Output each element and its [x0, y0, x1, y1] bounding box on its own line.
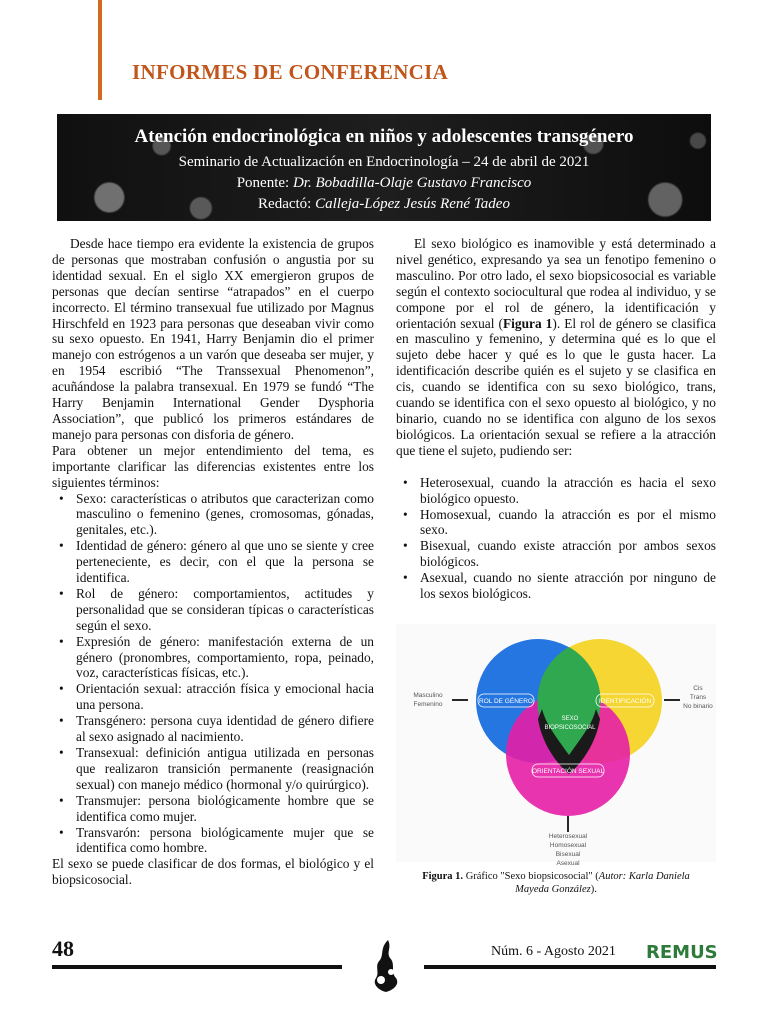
bottom-label-heterosexual: Heterosexual	[548, 832, 588, 840]
list-item: • Orientación sexual: atracción física y emocional hacia una persona.	[76, 681, 374, 713]
biopsicosocial-paragraph: El sexo biológico es inamovible y está determinado a nivel genético, expresando ya sea un fenotipo femenino o masculino. Por otro lado, el sexo biopsicosocial es variable según el contexto sociocultural que rodea al individuo, y se compone por el rol de género, la identificación y orientación sexual (Figura 1). El rol de género se clasifica en masculino y femenino, y determina qué es lo que el sujeto debe hacer y qué es lo que le gusta hacer. La identificación describe quién es el sujeto y se clasifica en cis, cuando se identifica con su sexo biológico, trans, cuando se identifica con el sexo opuesto al biológico, y no binario, cuando no se identifica con alguno de los sexos biológicos. La orientación sexual se refiere a la atracción que tiene el sujeto, pudiendo ser:	[396, 236, 716, 458]
writer-line	[57, 194, 711, 215]
left-column	[52, 236, 374, 888]
identificacion-label: IDENTIFICACIÓN	[598, 697, 652, 705]
intro-paragraph: Desde hace tiempo era evidente la existencia de grupos de personas que mostraban confusión o angustia por su identidad sexual. En el siglo XX emergieron grupos de personas que decían sentirse “atrapados” en el cuerpo incorrecto. El término transexual fue utilizado por Magnus Hirschfeld en 1923 para personas que deseaban vivir como su sexo opuesto. En 1941, Harry Benjamin dio el primer manejo con estrógenos a un varón que deseaba ser mujer, y en 1954 escribió “The Transsexual Phenomenon”, acuñándose la palabra transexual. En 1979 se fundó “The Harry Benjamin International Gender Dysphoria Association”, que publicó los primeros estándares de manejo para personas con disforia de género.	[52, 236, 374, 442]
list-item: • Asexual, cuando no siente atracción por ninguno de los sexos biológicos.	[420, 570, 716, 602]
caption-label: Figura 1.	[422, 870, 464, 882]
issue-info: Núm. 6 - Agosto 2021	[491, 944, 616, 959]
right-label-trans: Trans	[689, 693, 707, 701]
footer-divider-left	[52, 965, 342, 969]
writer-label: Redactó:	[258, 196, 312, 212]
orientation-list	[396, 475, 716, 602]
list-item: • Expresión de género: manifestación externa de un género (pronombres, comportamiento, ropa, peinado, voz, características físicas, etc.).	[76, 634, 374, 682]
journal-brand: REMUS	[646, 942, 718, 963]
figure-caption: Figura 1. Gráfico "Sexo biopsicosocial" (Autor: Karla Daniela Mayeda González).	[422, 870, 690, 895]
list-item: • Bisexual, cuando existe atracción por ambos sexos biológicos.	[420, 538, 716, 570]
list-item: • Homosexual, cuando la atracción es por el mismo sexo.	[420, 507, 716, 539]
closing-paragraph: El sexo se puede clasificar de dos formas, el biológico y el biopsicosocial.	[52, 856, 374, 888]
seminar-subtitle: Seminario de Actualización en Endocrinología – 24 de abril de 2021	[178, 154, 590, 170]
bottom-label-asexual: Asexual	[556, 859, 580, 867]
rol-label: ROL DE GÉNERO	[479, 697, 533, 705]
speaker-label: Ponente:	[236, 175, 290, 191]
accent-bar	[98, 0, 102, 100]
list-item: • Rol de género: comportamientos, actitudes y personalidad que se consideran típicas o características según el sexo.	[76, 586, 374, 634]
terms-intro: Para obtener un mejor entendimiento del tema, es importante clarificar las diferencias existentes entre los siguientes términos:	[52, 442, 374, 490]
caption-author: Autor: Karla Daniela Mayeda González	[515, 870, 690, 895]
page-number: 48	[52, 936, 74, 961]
bottom-label-homosexual: Homosexual	[549, 841, 587, 849]
article-banner	[57, 114, 711, 221]
venn-diagram	[396, 624, 716, 867]
list-item: • Sexo: características o atributos que caracterizan como masculino o femenino (genes, cromosomas, gónadas, genitales, etc.).	[76, 491, 374, 539]
terms-list	[52, 491, 374, 857]
left-label-femenino: Femenino	[413, 700, 443, 708]
section-title: INFORMES DE CONFERENCIA	[132, 60, 449, 84]
journal-logo-icon	[366, 938, 406, 994]
speaker-name: Dr. Bobadilla-Olaje Gustavo Francisco	[292, 175, 532, 191]
bottom-label-bisexual: Bisexual	[555, 850, 581, 858]
list-item: • Transvarón: persona biológicamente mujer que se identifica como hombre.	[76, 825, 374, 857]
left-label-masculino: Masculino	[413, 691, 443, 699]
list-item: • Heterosexual, cuando la atracción es hacia el sexo biológico opuesto.	[420, 475, 716, 507]
list-item: • Transexual: definición antigua utilizada en personas que realizaron transición permanente (reasignación sexual) con manejo médico (hormonal y/o quirúrgico).	[76, 745, 374, 793]
article-title: Atención endocrinológica en niños y adolescentes transgénero	[134, 126, 634, 147]
speaker-line	[57, 173, 711, 194]
venn-figure	[396, 624, 716, 867]
writer-name: Calleja-López Jesús René Tadeo	[315, 196, 510, 212]
right-label-no-binario: No binario	[683, 702, 713, 710]
list-item: • Transmujer: persona biológicamente hombre que se identifica como mujer.	[76, 793, 374, 825]
center-label-1: SEXO	[561, 715, 579, 722]
list-item: • Identidad de género: género al que uno se siente y cree perteneciente, es decir, con el que la persona se identifica.	[76, 538, 374, 586]
orientacion-label: ORIENTACIÓN SEXUAL	[531, 767, 605, 775]
list-item: • Transgénero: persona cuya identidad de género difiere al sexo asignado al nacimiento.	[76, 713, 374, 745]
right-label-cis: Cis	[693, 684, 703, 692]
right-column	[396, 236, 716, 896]
footer-divider-right	[424, 965, 716, 969]
center-label-2: BIOPSICOSOCIAL	[544, 724, 596, 731]
figure-reference: Figura 1	[502, 315, 553, 331]
